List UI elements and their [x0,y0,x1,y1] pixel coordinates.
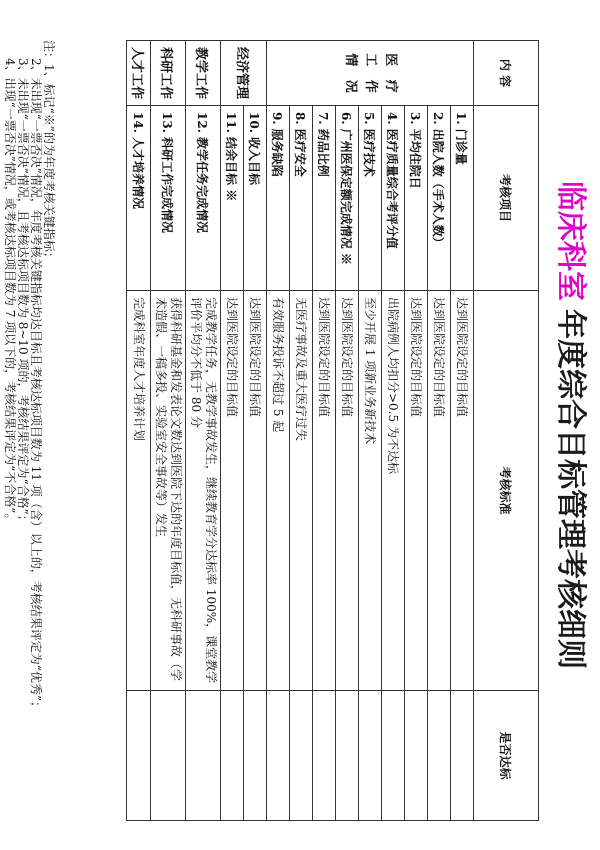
row-standard: 达到医院设定的目标值 [451,291,474,691]
table-row [451,41,474,821]
row-item: 13. 科研工作完成情况 [151,106,186,291]
row-item: 7. 药品比例 [313,106,336,291]
note-line: 注：1、标记“※”的为年度考核关键指标； [42,40,56,264]
row-pass-cell [382,691,405,821]
table-row [382,41,405,821]
row-standard: 有效服务投诉不超过 5 起 [267,291,290,691]
row-standard: 达到医院设定的目标值 [313,291,336,691]
row-pass-cell [290,691,313,821]
table-row [336,41,359,821]
row-pass-cell [221,691,244,821]
category-economic: 经济管理 [221,41,267,106]
row-pass-cell [405,691,428,821]
row-pass-cell [359,691,382,821]
notes-block [3,40,55,820]
category-talent: 人才工作 [127,41,151,106]
row-item: 2. 出院人数（手术人数） [428,106,451,291]
table-row [186,41,221,821]
row-pass-cell [313,691,336,821]
page-title [550,0,590,850]
row-pass-cell [244,691,267,821]
header-content: 内 容 [474,41,539,106]
row-standard: 达到医院设定的目标值 [244,291,267,691]
row-item: 10. 收入目标 [244,106,267,291]
row-item: 9. 服务缺陷 [267,106,290,291]
main-title: 年度综合目标管理考核细则 [553,309,588,669]
row-standard: 获得科研基金和发表论文数达到医院下达的年度目标值，无科研事故（学术造假、一稿多投、实验室安全事故等）发生 [151,291,186,691]
category-teaching: 教学工作 [186,41,221,106]
table-row [359,41,382,821]
row-standard: 达到医院设定的目标值 [428,291,451,691]
table-header-row [474,41,539,821]
header-item: 考核项目 [474,106,539,291]
row-standard: 至少开展 1 项新业务新技术 [359,291,382,691]
row-item: 3. 平均住院日 [405,106,428,291]
note-line: 4、出现“一票否决”情况，或考核达标项目数为 7 项以下的，考核结果评定为“不合格”。 [3,58,17,526]
row-standard: 达到医院设定的目标值 [336,291,359,691]
table-row [244,41,267,821]
row-item: 6. 广州医保定额完成情况 ※ [336,106,359,291]
row-pass-cell [151,691,186,821]
row-standard: 完成教学任务，无教学事故发生，继续教育学分达标率 100%，课堂教学评价平均分不低于 80 分 [186,291,221,691]
row-item: 1. 门诊量 [451,106,474,291]
row-item: 12. 教学任务完成情况 [186,106,221,291]
row-pass-cell [428,691,451,821]
table-row [127,41,151,821]
note-line: 3、未出现“一票否决”情况，且考核达标项目数为 8~10 项的，考核结果评定为“合格”； [16,58,30,527]
note-line: 2、未出现“一票否决”情况，年度考核关键指标均达目标且考核达标项目数为 11 项（含）以上的，考核结果评定为“优秀”； [29,58,43,714]
row-item: 8. 医疗安全 [290,106,313,291]
table-row [405,41,428,821]
department-title: 临床科室 [553,181,588,301]
row-item: 5. 医疗技术 [359,106,382,291]
row-standard: 完成科室年度人才培养计划 [127,291,151,691]
table-row [313,41,336,821]
row-pass-cell [186,691,221,821]
row-item: 11. 结余目标 ※ [221,106,244,291]
row-standard: 无医疗事故及重大医疗过失 [290,291,313,691]
category-research: 科研工作 [151,41,186,106]
table-row [151,41,186,821]
row-pass-cell [267,691,290,821]
header-pass: 是否达标 [474,691,539,821]
table-row [267,41,290,821]
row-item: 4. 医疗质量综合考评分值 [382,106,405,291]
table-row [221,41,244,821]
row-pass-cell [336,691,359,821]
row-pass-cell [127,691,151,821]
table-row [290,41,313,821]
row-pass-cell [451,691,474,821]
row-standard: 达到医院设定的目标值 [405,291,428,691]
header-standard: 考核标准 [474,291,539,691]
assessment-table [126,40,539,821]
row-item: 14. 人才培养情况 [127,106,151,291]
row-standard: 达到医院设定的目标值 [221,291,244,691]
category-medical: 医 疗 工 作 情 况 [267,41,474,106]
row-standard: 出院病例人均扣分>0.5 为不达标 [382,291,405,691]
table-row [428,41,451,821]
